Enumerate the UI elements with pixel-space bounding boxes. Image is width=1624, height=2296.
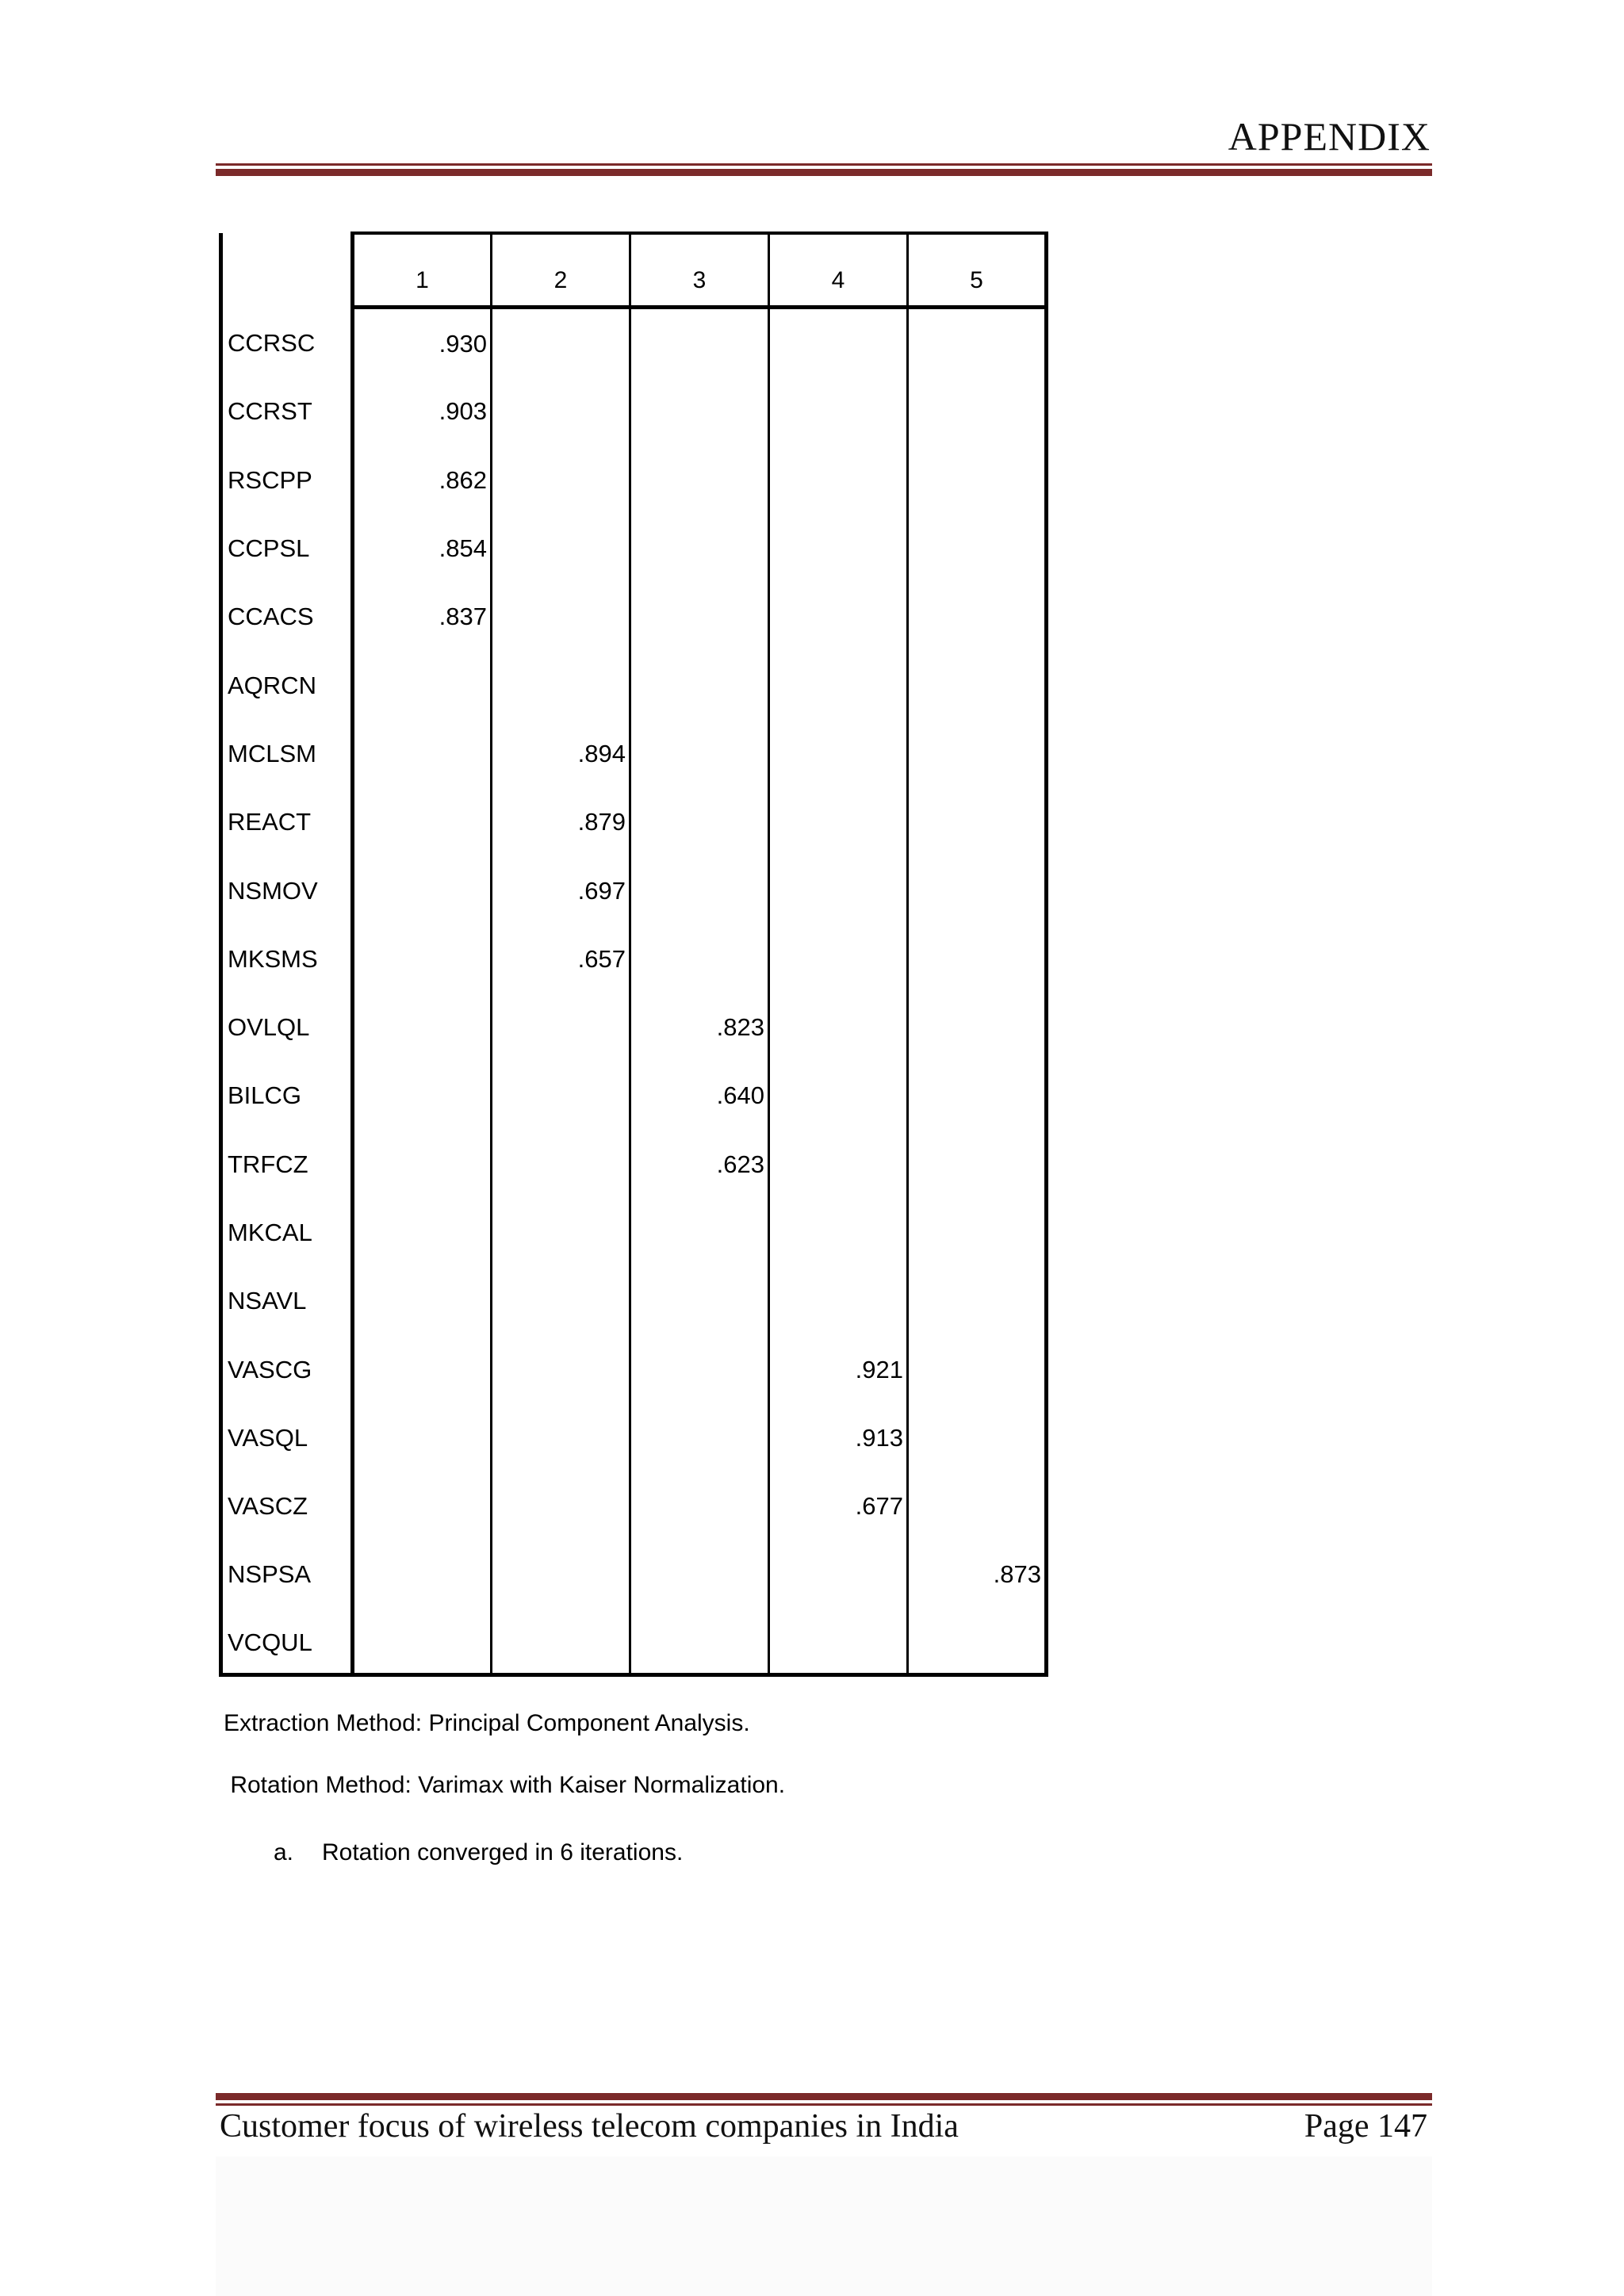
loading-cell (353, 1402, 492, 1470)
loading-cell (492, 512, 630, 580)
row-label: VASCZ (221, 1470, 353, 1538)
row-label: OVLQL (221, 991, 353, 1059)
loading-cell (630, 649, 769, 717)
loading-cell (908, 854, 1047, 922)
row-label: RSCPP (221, 444, 353, 512)
loading-cell: .697 (492, 854, 630, 922)
loading-cell (769, 444, 908, 512)
loading-cell (492, 1059, 630, 1127)
loading-cell (769, 1196, 908, 1265)
table-row (221, 375, 1047, 443)
column-header: 5 (908, 233, 1047, 307)
loading-cell: .879 (492, 786, 630, 854)
loading-cell: .837 (353, 580, 492, 649)
loading-cell (353, 718, 492, 786)
loading-cell (492, 307, 630, 375)
loading-cell (908, 1128, 1047, 1196)
loading-cell (908, 991, 1047, 1059)
loading-cell (630, 1470, 769, 1538)
table-row (221, 1265, 1047, 1333)
loading-cell (353, 1470, 492, 1538)
header-title: APPENDIX (1228, 114, 1431, 159)
loading-cell: .854 (353, 512, 492, 580)
table-row (221, 854, 1047, 922)
loading-cell (769, 923, 908, 991)
loading-cell (353, 1196, 492, 1265)
loading-cell (769, 991, 908, 1059)
loading-cell (769, 1265, 908, 1333)
loading-cell (630, 1265, 769, 1333)
loading-cell (492, 991, 630, 1059)
loading-cell (353, 786, 492, 854)
footer-title: Customer focus of wireless telecom companies in India (220, 2108, 959, 2145)
table-row (221, 1128, 1047, 1196)
loading-cell (492, 1470, 630, 1538)
column-header-blank (221, 233, 353, 307)
table-row (221, 1196, 1047, 1265)
loading-cell (492, 444, 630, 512)
column-header: 4 (769, 233, 908, 307)
loading-cell: .677 (769, 1470, 908, 1538)
loading-cell (630, 1402, 769, 1470)
row-label: VASCG (221, 1333, 353, 1401)
table-row (221, 923, 1047, 991)
loading-cell (353, 854, 492, 922)
row-label: TRFCZ (221, 1128, 353, 1196)
loading-cell: .640 (630, 1059, 769, 1127)
loading-cell (492, 649, 630, 717)
loading-cell (769, 1538, 908, 1606)
loading-cell (908, 512, 1047, 580)
rotated-component-matrix (219, 232, 1048, 1677)
loading-cell (769, 1059, 908, 1127)
loading-cell (630, 923, 769, 991)
loading-cell (630, 444, 769, 512)
loading-cell (908, 1402, 1047, 1470)
table-row (221, 1059, 1047, 1127)
header-rule (216, 163, 1432, 176)
loading-cell (492, 1538, 630, 1606)
loading-cell (630, 786, 769, 854)
row-label: BILCG (221, 1059, 353, 1127)
table-header-row (221, 233, 1047, 307)
column-header: 1 (353, 233, 492, 307)
extraction-method-note: Extraction Method: Principal Component Analysis. (224, 1710, 750, 1736)
loading-cell (769, 307, 908, 375)
column-header: 3 (630, 233, 769, 307)
loading-cell: .657 (492, 923, 630, 991)
loading-cell (769, 1607, 908, 1675)
row-label: MKCAL (221, 1196, 353, 1265)
loading-cell (908, 1607, 1047, 1675)
loading-cell (908, 375, 1047, 443)
loading-cell (769, 854, 908, 922)
loading-cell (908, 718, 1047, 786)
rotation-method-note: Rotation Method: Varimax with Kaiser Normalization. (224, 1772, 786, 1798)
loading-cell (492, 1607, 630, 1675)
footnote-marker: a. (274, 1839, 294, 1866)
loading-cell (630, 375, 769, 443)
loading-cell (630, 854, 769, 922)
table-row (221, 718, 1047, 786)
footer-shade (216, 2156, 1432, 2296)
table-row (221, 1470, 1047, 1538)
loading-cell (908, 1196, 1047, 1265)
row-label: CCRSC (221, 307, 353, 375)
loading-cell (353, 991, 492, 1059)
loading-cell (908, 1265, 1047, 1333)
loading-cell (908, 444, 1047, 512)
table-row (221, 444, 1047, 512)
table-row (221, 580, 1047, 649)
loading-cell (630, 1333, 769, 1401)
loading-cell: .894 (492, 718, 630, 786)
loading-cell (630, 512, 769, 580)
loading-cell (492, 375, 630, 443)
table-row (221, 1333, 1047, 1401)
table-row (221, 649, 1047, 717)
row-label: MKSMS (221, 923, 353, 991)
row-label: NSMOV (221, 854, 353, 922)
column-header: 2 (492, 233, 630, 307)
loading-cell: .623 (630, 1128, 769, 1196)
loading-cell: .903 (353, 375, 492, 443)
loading-cell (908, 1059, 1047, 1127)
loading-cell (353, 1128, 492, 1196)
loading-cell (492, 580, 630, 649)
loading-cell (492, 1402, 630, 1470)
table-row (221, 1538, 1047, 1606)
row-label: NSAVL (221, 1265, 353, 1333)
loading-cell: .862 (353, 444, 492, 512)
loading-cell: .930 (353, 307, 492, 375)
loading-cell (908, 1333, 1047, 1401)
row-label: VASQL (221, 1402, 353, 1470)
loading-cell (769, 580, 908, 649)
table-row (221, 307, 1047, 375)
loading-cell: .873 (908, 1538, 1047, 1606)
loading-cell (353, 1607, 492, 1675)
loading-cell (769, 512, 908, 580)
loading-cell (769, 786, 908, 854)
loading-cell (492, 1265, 630, 1333)
loading-cell (353, 1333, 492, 1401)
loading-cell (353, 923, 492, 991)
row-label: REACT (221, 786, 353, 854)
row-label: CCRST (221, 375, 353, 443)
loading-cell (769, 649, 908, 717)
loading-cell (908, 786, 1047, 854)
row-label: MCLSM (221, 718, 353, 786)
table-row (221, 786, 1047, 854)
loading-cell (492, 1128, 630, 1196)
row-label: AQRCN (221, 649, 353, 717)
page-number: Page 147 (1304, 2108, 1427, 2145)
loading-cell (630, 307, 769, 375)
loading-cell (630, 1196, 769, 1265)
row-label: NSPSA (221, 1538, 353, 1606)
loading-cell (769, 718, 908, 786)
loading-cell (908, 923, 1047, 991)
matrix-table (219, 232, 1048, 1677)
loading-cell: .921 (769, 1333, 908, 1401)
loading-cell: .823 (630, 991, 769, 1059)
loading-cell (353, 1059, 492, 1127)
loading-cell (908, 1470, 1047, 1538)
loading-cell (353, 1538, 492, 1606)
loading-cell (630, 1607, 769, 1675)
table-row (221, 991, 1047, 1059)
loading-cell (353, 649, 492, 717)
table-row (221, 1607, 1047, 1675)
loading-cell (769, 1128, 908, 1196)
loading-cell (630, 718, 769, 786)
loading-cell (908, 580, 1047, 649)
loading-cell (908, 307, 1047, 375)
loading-cell (353, 1265, 492, 1333)
loading-cell (492, 1333, 630, 1401)
row-label: CCACS (221, 580, 353, 649)
loading-cell: .913 (769, 1402, 908, 1470)
footnote-text: Rotation converged in 6 iterations. (322, 1839, 684, 1866)
loading-cell (492, 1196, 630, 1265)
loading-cell (908, 649, 1047, 717)
row-label: CCPSL (221, 512, 353, 580)
row-label: VCQUL (221, 1607, 353, 1675)
loading-cell (630, 580, 769, 649)
loading-cell (630, 1538, 769, 1606)
table-row (221, 1402, 1047, 1470)
footer-rule (216, 2093, 1432, 2106)
loading-cell (769, 375, 908, 443)
table-row (221, 512, 1047, 580)
